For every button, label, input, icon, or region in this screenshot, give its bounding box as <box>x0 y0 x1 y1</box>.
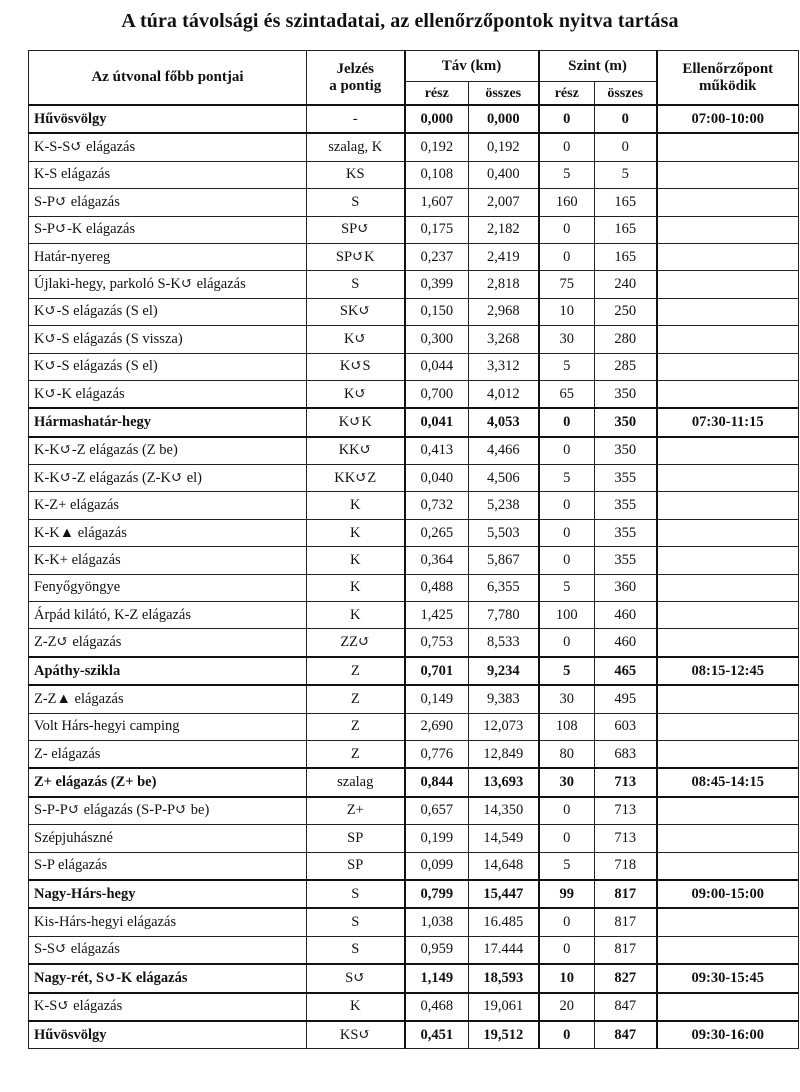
table-row <box>29 908 799 936</box>
table-row <box>29 797 799 825</box>
distance-part-cell: 0,150 <box>405 298 469 325</box>
elevation-total-cell: 165 <box>595 216 657 243</box>
checkpoint-cell <box>657 271 799 298</box>
checkpoint-cell <box>657 602 799 629</box>
checkpoint-cell <box>657 713 799 740</box>
table-row <box>29 713 799 740</box>
table-row <box>29 1021 799 1049</box>
distance-part-cell: 0,488 <box>405 574 469 601</box>
distance-total-cell: 2,182 <box>469 216 539 243</box>
distance-part-cell: 0,732 <box>405 492 469 519</box>
elevation-total-cell: 285 <box>595 353 657 380</box>
distance-total-cell: 19,061 <box>469 993 539 1021</box>
distance-total-cell: 6,355 <box>469 574 539 601</box>
marking-cell: szalag <box>307 768 405 796</box>
distance-part-cell: 0,959 <box>405 936 469 964</box>
table-body <box>29 105 799 1049</box>
route-table-wrapper <box>28 50 798 1049</box>
elevation-part-cell: 0 <box>539 492 595 519</box>
distance-total-cell: 4,012 <box>469 380 539 408</box>
table-row <box>29 105 799 133</box>
distance-part-cell: 0,799 <box>405 880 469 908</box>
distance-total-cell: 2,007 <box>469 189 539 216</box>
point-cell: K-S elágazás <box>29 161 307 188</box>
checkpoint-cell <box>657 437 799 465</box>
elevation-part-cell: 0 <box>539 547 595 574</box>
elevation-part-cell: 160 <box>539 189 595 216</box>
marking-cell: - <box>307 105 405 133</box>
table-row <box>29 825 799 852</box>
elevation-part-cell: 0 <box>539 936 595 964</box>
table-row <box>29 298 799 325</box>
elevation-total-cell: 683 <box>595 740 657 768</box>
marking-cell: KK↺ <box>307 437 405 465</box>
distance-total-cell: 8,533 <box>469 629 539 657</box>
checkpoint-cell <box>657 326 799 353</box>
checkpoint-cell <box>657 685 799 713</box>
distance-part-cell: 0,364 <box>405 547 469 574</box>
header-marking <box>307 51 405 106</box>
table-row <box>29 189 799 216</box>
point-cell: K-K↺-Z elágazás (Z-K↺ el) <box>29 465 307 492</box>
table-row <box>29 216 799 243</box>
checkpoint-cell: 08:15-12:45 <box>657 657 799 685</box>
elevation-total-cell: 713 <box>595 797 657 825</box>
elevation-part-cell: 108 <box>539 713 595 740</box>
distance-total-cell: 4,053 <box>469 408 539 436</box>
table-row <box>29 326 799 353</box>
checkpoint-cell <box>657 353 799 380</box>
distance-part-cell: 2,690 <box>405 713 469 740</box>
point-cell: K-K+ elágazás <box>29 547 307 574</box>
table-row <box>29 353 799 380</box>
checkpoint-cell: 07:00-10:00 <box>657 105 799 133</box>
table-row <box>29 380 799 408</box>
table-row <box>29 161 799 188</box>
elevation-total-cell: 460 <box>595 602 657 629</box>
point-cell: S-P-P↺ elágazás (S-P-P↺ be) <box>29 797 307 825</box>
elevation-total-cell: 817 <box>595 936 657 964</box>
elevation-total-cell: 713 <box>595 768 657 796</box>
elevation-total-cell: 350 <box>595 380 657 408</box>
table-row <box>29 964 799 992</box>
distance-total-cell: 5,867 <box>469 547 539 574</box>
elevation-total-cell: 250 <box>595 298 657 325</box>
table-row <box>29 602 799 629</box>
checkpoint-cell <box>657 380 799 408</box>
distance-total-cell: 0,192 <box>469 133 539 161</box>
point-cell: Volt Hárs-hegyi camping <box>29 713 307 740</box>
marking-cell: szalag, K <box>307 133 405 161</box>
distance-total-cell: 18,593 <box>469 964 539 992</box>
marking-cell: S <box>307 189 405 216</box>
elevation-part-cell: 5 <box>539 161 595 188</box>
elevation-part-cell: 10 <box>539 964 595 992</box>
elevation-part-cell: 5 <box>539 574 595 601</box>
distance-part-cell: 0,265 <box>405 519 469 546</box>
marking-cell: K <box>307 547 405 574</box>
table-header <box>29 51 799 106</box>
marking-cell: S <box>307 271 405 298</box>
distance-total-cell: 3,268 <box>469 326 539 353</box>
elevation-total-cell: 350 <box>595 408 657 436</box>
elevation-total-cell: 350 <box>595 437 657 465</box>
elevation-part-cell: 5 <box>539 353 595 380</box>
table-row <box>29 408 799 436</box>
table-row <box>29 880 799 908</box>
table-row <box>29 740 799 768</box>
checkpoint-cell <box>657 852 799 880</box>
checkpoint-cell <box>657 216 799 243</box>
elevation-part-cell: 30 <box>539 768 595 796</box>
checkpoint-cell: 08:45-14:15 <box>657 768 799 796</box>
marking-cell: Z <box>307 713 405 740</box>
marking-cell: S↺ <box>307 964 405 992</box>
header-marking-line1: Jelzés <box>336 60 374 77</box>
distance-total-cell: 13,693 <box>469 768 539 796</box>
point-cell: Nagy-Hárs-hegy <box>29 880 307 908</box>
checkpoint-cell <box>657 189 799 216</box>
elevation-total-cell: 360 <box>595 574 657 601</box>
elevation-total-cell: 355 <box>595 547 657 574</box>
header-distance: Táv (km) <box>405 51 539 82</box>
checkpoint-cell <box>657 243 799 270</box>
marking-cell: K <box>307 519 405 546</box>
elevation-part-cell: 0 <box>539 908 595 936</box>
distance-part-cell: 0,701 <box>405 657 469 685</box>
marking-cell: S <box>307 908 405 936</box>
distance-part-cell: 1,607 <box>405 189 469 216</box>
distance-total-cell: 2,968 <box>469 298 539 325</box>
marking-cell: ZZ↺ <box>307 629 405 657</box>
checkpoint-cell <box>657 740 799 768</box>
header-elevation-part: rész <box>539 82 595 106</box>
marking-cell: K <box>307 574 405 601</box>
point-cell: Kis-Hárs-hegyi elágazás <box>29 908 307 936</box>
elevation-total-cell: 165 <box>595 243 657 270</box>
distance-part-cell: 0,468 <box>405 993 469 1021</box>
distance-part-cell: 0,041 <box>405 408 469 436</box>
marking-cell: KS <box>307 161 405 188</box>
checkpoint-cell <box>657 574 799 601</box>
page-title: A túra távolsági és szintadatai, az ellenőrzőpontok nyitva tartása <box>121 10 679 32</box>
marking-cell: KS↺ <box>307 1021 405 1049</box>
marking-cell: K↺S <box>307 353 405 380</box>
point-cell: K↺-S elágazás (S el) <box>29 298 307 325</box>
point-cell: Újlaki-hegy, parkoló S-K↺ elágazás <box>29 271 307 298</box>
distance-total-cell: 12,073 <box>469 713 539 740</box>
distance-part-cell: 0,237 <box>405 243 469 270</box>
checkpoint-cell <box>657 908 799 936</box>
checkpoint-cell <box>657 797 799 825</box>
elevation-part-cell: 0 <box>539 105 595 133</box>
header-distance-part: rész <box>405 82 469 106</box>
marking-cell: K <box>307 993 405 1021</box>
point-cell: Apáthy-szikla <box>29 657 307 685</box>
elevation-part-cell: 99 <box>539 880 595 908</box>
elevation-part-cell: 0 <box>539 243 595 270</box>
table-row <box>29 993 799 1021</box>
distance-part-cell: 0,776 <box>405 740 469 768</box>
marking-cell: SP↺ <box>307 216 405 243</box>
distance-total-cell: 5,503 <box>469 519 539 546</box>
point-cell: S-S↺ elágazás <box>29 936 307 964</box>
distance-total-cell: 9,234 <box>469 657 539 685</box>
marking-cell: Z <box>307 685 405 713</box>
point-cell: K-K▲ elágazás <box>29 519 307 546</box>
distance-part-cell: 0,700 <box>405 380 469 408</box>
elevation-part-cell: 20 <box>539 993 595 1021</box>
distance-part-cell: 0,199 <box>405 825 469 852</box>
point-cell: Z-Z↺ elágazás <box>29 629 307 657</box>
distance-part-cell: 0,844 <box>405 768 469 796</box>
distance-part-cell: 0,108 <box>405 161 469 188</box>
table-row <box>29 492 799 519</box>
elevation-total-cell: 165 <box>595 189 657 216</box>
elevation-part-cell: 0 <box>539 216 595 243</box>
point-cell: Nagy-rét, S↺-K elágazás <box>29 964 307 992</box>
distance-total-cell: 14,549 <box>469 825 539 852</box>
distance-part-cell: 1,425 <box>405 602 469 629</box>
elevation-total-cell: 847 <box>595 993 657 1021</box>
checkpoint-cell <box>657 519 799 546</box>
distance-part-cell: 0,413 <box>405 437 469 465</box>
elevation-part-cell: 100 <box>539 602 595 629</box>
elevation-total-cell: 240 <box>595 271 657 298</box>
checkpoint-cell <box>657 465 799 492</box>
table-row <box>29 657 799 685</box>
distance-part-cell: 0,099 <box>405 852 469 880</box>
marking-cell: K↺K <box>307 408 405 436</box>
elevation-part-cell: 10 <box>539 298 595 325</box>
marking-cell: SP↺K <box>307 243 405 270</box>
elevation-total-cell: 827 <box>595 964 657 992</box>
point-cell: K↺-S elágazás (S vissza) <box>29 326 307 353</box>
marking-cell: SK↺ <box>307 298 405 325</box>
elevation-part-cell: 0 <box>539 629 595 657</box>
checkpoint-cell <box>657 936 799 964</box>
elevation-total-cell: 355 <box>595 465 657 492</box>
distance-total-cell: 15,447 <box>469 880 539 908</box>
point-cell: Z+ elágazás (Z+ be) <box>29 768 307 796</box>
checkpoint-cell <box>657 993 799 1021</box>
elevation-total-cell: 603 <box>595 713 657 740</box>
point-cell: Árpád kilátó, K-Z elágazás <box>29 602 307 629</box>
marking-cell: S <box>307 936 405 964</box>
elevation-part-cell: 5 <box>539 657 595 685</box>
marking-cell: K <box>307 492 405 519</box>
distance-part-cell: 0,149 <box>405 685 469 713</box>
elevation-part-cell: 0 <box>539 133 595 161</box>
distance-part-cell: 0,753 <box>405 629 469 657</box>
checkpoint-cell: 07:30-11:15 <box>657 408 799 436</box>
table-row <box>29 768 799 796</box>
point-cell: Határ-nyereg <box>29 243 307 270</box>
route-table <box>28 50 799 1049</box>
distance-total-cell: 5,238 <box>469 492 539 519</box>
elevation-part-cell: 0 <box>539 408 595 436</box>
marking-cell: Z <box>307 740 405 768</box>
header-elevation: Szint (m) <box>539 51 657 82</box>
distance-total-cell: 0,000 <box>469 105 539 133</box>
point-cell: K↺-S elágazás (S el) <box>29 353 307 380</box>
distance-part-cell: 0,657 <box>405 797 469 825</box>
point-cell: Fenyőgyöngye <box>29 574 307 601</box>
distance-total-cell: 4,466 <box>469 437 539 465</box>
elevation-total-cell: 355 <box>595 519 657 546</box>
table-row <box>29 547 799 574</box>
checkpoint-cell <box>657 547 799 574</box>
point-cell: K↺-K elágazás <box>29 380 307 408</box>
checkpoint-cell <box>657 629 799 657</box>
point-cell: K-S-S↺ elágazás <box>29 133 307 161</box>
elevation-total-cell: 713 <box>595 825 657 852</box>
marking-cell: K↺ <box>307 326 405 353</box>
elevation-part-cell: 0 <box>539 1021 595 1049</box>
table-row <box>29 243 799 270</box>
header-elevation-total: összes <box>595 82 657 106</box>
checkpoint-cell <box>657 492 799 519</box>
point-cell: Hűvösvölgy <box>29 1021 307 1049</box>
elevation-total-cell: 847 <box>595 1021 657 1049</box>
elevation-total-cell: 718 <box>595 852 657 880</box>
distance-total-cell: 3,312 <box>469 353 539 380</box>
distance-part-cell: 1,038 <box>405 908 469 936</box>
checkpoint-cell <box>657 825 799 852</box>
elevation-part-cell: 65 <box>539 380 595 408</box>
distance-part-cell: 0,451 <box>405 1021 469 1049</box>
distance-total-cell: 12,849 <box>469 740 539 768</box>
distance-part-cell: 1,149 <box>405 964 469 992</box>
distance-total-cell: 9,383 <box>469 685 539 713</box>
elevation-part-cell: 30 <box>539 685 595 713</box>
table-row <box>29 465 799 492</box>
table-row <box>29 936 799 964</box>
elevation-part-cell: 0 <box>539 797 595 825</box>
checkpoint-cell <box>657 133 799 161</box>
elevation-part-cell: 30 <box>539 326 595 353</box>
header-checkpoint-line1: Ellenőrzőpont <box>682 60 774 77</box>
elevation-part-cell: 5 <box>539 852 595 880</box>
elevation-part-cell: 0 <box>539 825 595 852</box>
table-row <box>29 519 799 546</box>
distance-total-cell: 0,400 <box>469 161 539 188</box>
distance-part-cell: 0,192 <box>405 133 469 161</box>
table-row <box>29 437 799 465</box>
elevation-part-cell: 80 <box>539 740 595 768</box>
header-points: Az útvonal főbb pontjai <box>29 51 307 106</box>
distance-part-cell: 0,000 <box>405 105 469 133</box>
table-row <box>29 574 799 601</box>
point-cell: S-P↺-K elágazás <box>29 216 307 243</box>
elevation-total-cell: 5 <box>595 161 657 188</box>
header-checkpoint <box>657 51 799 106</box>
checkpoint-cell: 09:30-16:00 <box>657 1021 799 1049</box>
distance-part-cell: 0,300 <box>405 326 469 353</box>
distance-total-cell: 16.485 <box>469 908 539 936</box>
table-row <box>29 133 799 161</box>
distance-total-cell: 14,350 <box>469 797 539 825</box>
header-distance-total: összes <box>469 82 539 106</box>
elevation-total-cell: 495 <box>595 685 657 713</box>
point-cell: S-P↺ elágazás <box>29 189 307 216</box>
marking-cell: KK↺Z <box>307 465 405 492</box>
marking-cell: SP <box>307 852 405 880</box>
distance-total-cell: 2,818 <box>469 271 539 298</box>
point-cell: S-P elágazás <box>29 852 307 880</box>
checkpoint-cell: 09:30-15:45 <box>657 964 799 992</box>
elevation-total-cell: 817 <box>595 880 657 908</box>
distance-total-cell: 7,780 <box>469 602 539 629</box>
point-cell: K-S↺ elágazás <box>29 993 307 1021</box>
elevation-total-cell: 280 <box>595 326 657 353</box>
table-row <box>29 629 799 657</box>
elevation-part-cell: 5 <box>539 465 595 492</box>
checkpoint-cell <box>657 161 799 188</box>
elevation-total-cell: 0 <box>595 133 657 161</box>
distance-total-cell: 2,419 <box>469 243 539 270</box>
distance-part-cell: 0,399 <box>405 271 469 298</box>
header-marking-line2: a pontig <box>329 77 382 94</box>
table-row <box>29 852 799 880</box>
point-cell: Z-Z▲ elágazás <box>29 685 307 713</box>
distance-total-cell: 4,506 <box>469 465 539 492</box>
marking-cell: Z <box>307 657 405 685</box>
point-cell: Hármashatár-hegy <box>29 408 307 436</box>
elevation-total-cell: 465 <box>595 657 657 685</box>
header-checkpoint-line2: működik <box>698 77 757 94</box>
elevation-part-cell: 0 <box>539 519 595 546</box>
distance-part-cell: 0,040 <box>405 465 469 492</box>
table-row <box>29 685 799 713</box>
marking-cell: K↺ <box>307 380 405 408</box>
point-cell: K-K↺-Z elágazás (Z be) <box>29 437 307 465</box>
point-cell: Z- elágazás <box>29 740 307 768</box>
point-cell: K-Z+ elágazás <box>29 492 307 519</box>
marking-cell: K <box>307 602 405 629</box>
checkpoint-cell <box>657 298 799 325</box>
checkpoint-cell: 09:00-15:00 <box>657 880 799 908</box>
marking-cell: SP <box>307 825 405 852</box>
elevation-part-cell: 75 <box>539 271 595 298</box>
distance-total-cell: 17.444 <box>469 936 539 964</box>
point-cell: Szépjuhászné <box>29 825 307 852</box>
distance-part-cell: 0,044 <box>405 353 469 380</box>
table-row <box>29 271 799 298</box>
distance-total-cell: 14,648 <box>469 852 539 880</box>
elevation-part-cell: 0 <box>539 437 595 465</box>
distance-total-cell: 19,512 <box>469 1021 539 1049</box>
point-cell: Hűvösvölgy <box>29 105 307 133</box>
marking-cell: S <box>307 880 405 908</box>
elevation-total-cell: 817 <box>595 908 657 936</box>
elevation-total-cell: 0 <box>595 105 657 133</box>
marking-cell: Z+ <box>307 797 405 825</box>
elevation-total-cell: 460 <box>595 629 657 657</box>
elevation-total-cell: 355 <box>595 492 657 519</box>
distance-part-cell: 0,175 <box>405 216 469 243</box>
